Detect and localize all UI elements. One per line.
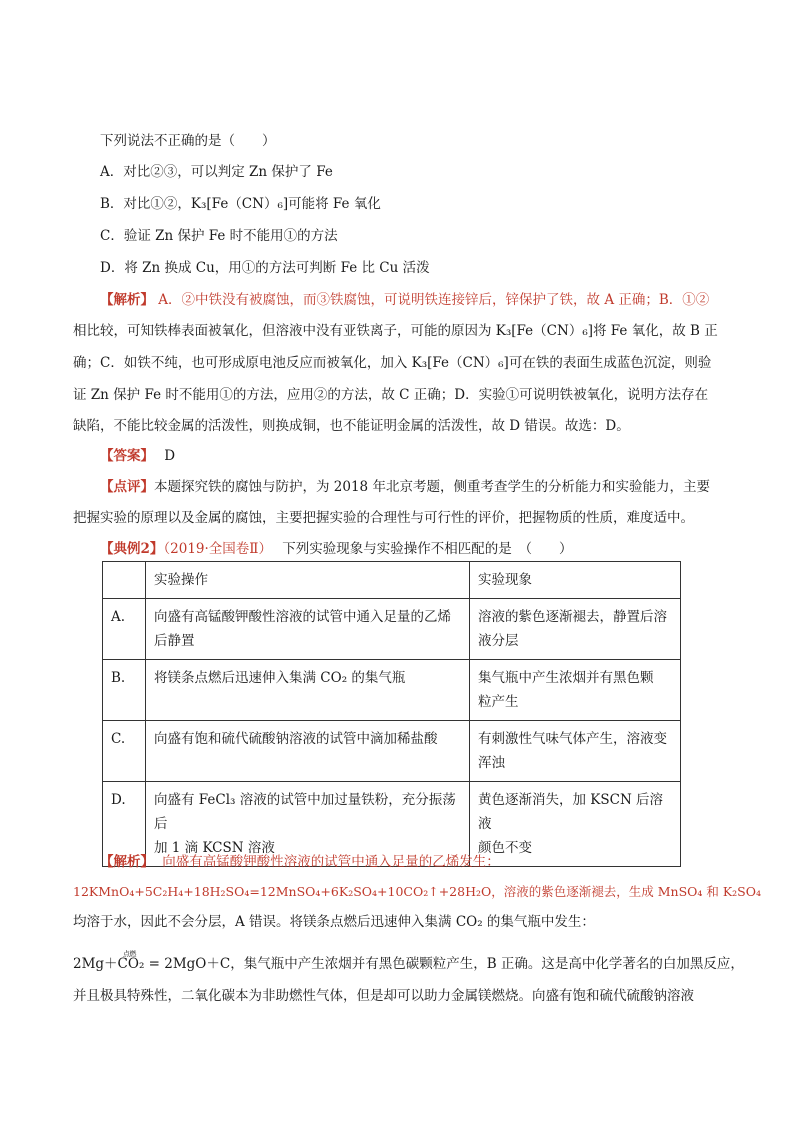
example2-heading: [100, 539, 573, 559]
table-row: [103, 721, 681, 782]
experiment-table: [102, 561, 681, 867]
header-label-cell: [103, 562, 146, 599]
comment-text-1: 本题探究铁的腐蚀与防护，为 2018 年北京考题，侧重考查学生的分析能力和实验能力，主要: [154, 479, 710, 495]
reaction-condition: 点燃: [123, 950, 136, 958]
row-label: D.: [103, 782, 146, 867]
analysis2-tag: 【解析】: [100, 854, 154, 870]
example2-tag: 【典例2】: [100, 541, 164, 557]
comment-line-1: [100, 477, 710, 497]
row-label: C.: [103, 721, 146, 782]
row-operation: 向盛有 FeCl₃ 溶液的试管中加过量铁粉，充分振荡后 加 1 滴 KCSN 溶液: [146, 782, 470, 867]
table-header-row: [103, 562, 681, 599]
comment-line-2: 把握实验的原理以及金属的腐蚀，主要把握实验的合理性与可行性的评价，把握物质的性质，难度适中。: [73, 510, 694, 526]
analysis1-line-4: 证 Zn 保护 Fe 时不能用①的方法，应用②的方法，故 C 正确；D．实验①可说明铁被氧化，说明方法存在: [73, 387, 709, 403]
analysis1-line-2: 相比较，可知铁棒表面被氧化，但溶液中没有亚铁离子，可能的原因为 K₃[Fe（CN）₆]将 Fe 氧化，故 B 正: [73, 323, 718, 339]
header-operation: 实验操作: [146, 562, 470, 599]
row-label: A.: [103, 599, 146, 660]
option-c: C．验证 Zn 保护 Fe 时不能用①的方法: [100, 228, 338, 244]
option-a: A．对比②③，可以判定 Zn 保护了 Fe: [100, 164, 333, 180]
row-phenomenon: 黄色逐渐消失，加 KSCN 后溶液 颜色不变: [470, 782, 681, 867]
analysis2-line-2: 12KMnO₄+5C₂H₄+18H₂SO₄=12MnSO₄+6K₂SO₄+10CO₂↑+28H₂O，溶液的紫色逐渐褪去，生成 MnSO₄ 和 K₂SO₄: [73, 884, 762, 899]
example2-source: （2019·全国卷Ⅱ）: [163, 541, 272, 557]
analysis1-line-1: [100, 290, 709, 310]
table-row: [103, 599, 681, 660]
row-phenomenon: 溶液的紫色逐渐褪去，静置后溶 液分层: [470, 599, 681, 660]
row-operation: 将镁条点燃后迅速伸入集满 CO₂ 的集气瓶: [146, 660, 470, 721]
row-operation: 向盛有饱和硫代硫酸钠溶液的试管中滴加稀盐酸: [146, 721, 470, 782]
analysis2-line-5: 并且极具特殊性，二氧化碳本为非助燃性气体，但是却可以助力金属镁燃烧。向盛有饱和硫代硫酸钠溶液: [73, 988, 694, 1004]
question-stem: 下列说法不正确的是（ ）: [100, 133, 276, 149]
analysis1-line-5: 缺陷，不能比较金属的活泼性，则换成铜，也不能证明金属的活泼性，故 D 错误。故选：D。: [73, 418, 630, 434]
option-b: B．对比①②，K₃[Fe（CN）₆]可能将 Fe 氧化: [100, 196, 381, 212]
analysis1-text: A．②中铁没有被腐蚀，而③铁腐蚀，可说明铁连接锌后，锌保护了铁，故 A 正确；B．①②: [158, 292, 710, 308]
analysis1-line-3: 确；C．如铁不纯，也可形成原电池反应而被氧化，加入 K₃[Fe（CN）₆]可在铁的表面生成蓝色沉淀，则验: [73, 355, 712, 371]
analysis2-text-4: 2Mg＋CO₂ = 2MgO＋C，集气瓶中产生浓烟并有黑色碳颗粒产生，B 正确。这是高中化学著名的白加黑反应，: [73, 956, 744, 972]
row-label: B.: [103, 660, 146, 721]
table-row: [103, 660, 681, 721]
comment-tag: 【点评】: [100, 479, 154, 495]
answer-line: [100, 446, 175, 466]
analysis2-line-4: [73, 950, 744, 974]
analysis2-line-3: 均溶于水，因此不会分层，A 错误。将镁条点燃后迅速伸入集满 CO₂ 的集气瓶中发生：: [73, 914, 595, 930]
header-phenomenon: 实验现象: [470, 562, 681, 599]
analysis2-text-1: 向盛有高锰酸钾酸性溶液的试管中通入足量的乙烯发生：: [162, 854, 500, 870]
answer-tag: 【答案】: [100, 448, 154, 464]
analysis1-tag: 【解析】: [100, 292, 154, 308]
analysis2-line-1: [100, 852, 500, 872]
row-phenomenon: 有刺激性气味气体产生，溶液变 浑浊: [470, 721, 681, 782]
answer-value: D: [164, 448, 176, 464]
option-d: D．将 Zn 换成 Cu，用①的方法可判断 Fe 比 Cu 活泼: [100, 260, 430, 276]
row-phenomenon: 集气瓶中产生浓烟并有黑色颗 粒产生: [470, 660, 681, 721]
example2-question: 下列实验现象与实验操作不相匹配的是 （ ）: [282, 541, 573, 557]
row-operation: 向盛有高锰酸钾酸性溶液的试管中通入足量的乙烯 后静置: [146, 599, 470, 660]
